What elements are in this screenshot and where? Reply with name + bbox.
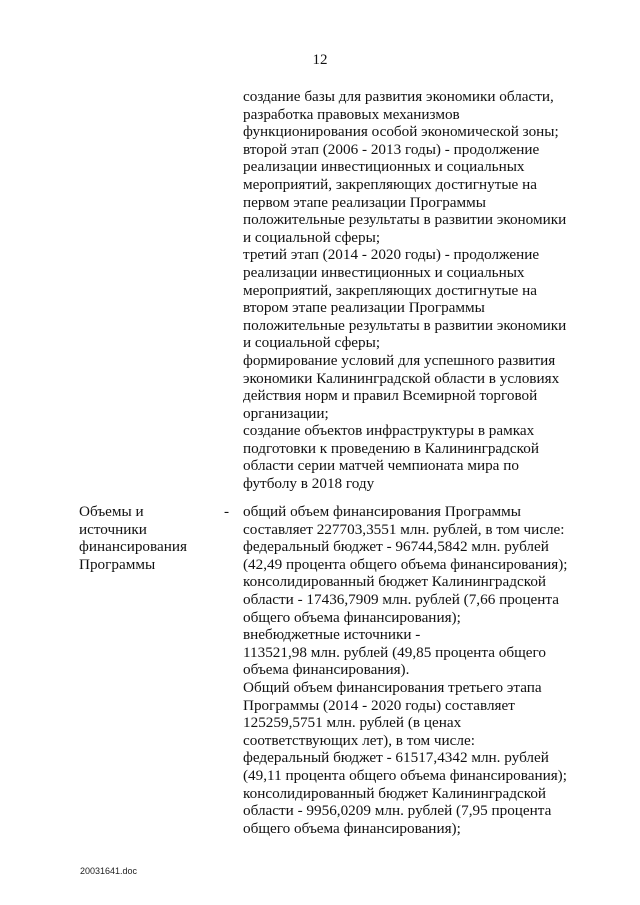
goals-line: реализации инвестиционных и социальных (243, 158, 525, 176)
financing-line: области - 17436,7909 млн. рублей (7,66 процента (243, 590, 559, 608)
financing-line: соответствующих лет), в том числе: (243, 731, 475, 749)
goals-line: второй этап (2006 - 2013 годы) - продолжение (243, 140, 540, 158)
goals-line: и социальной сферы; (243, 228, 381, 246)
financing-line: консолидированный бюджет Калининградской (243, 573, 547, 591)
page-number: 12 (312, 52, 328, 68)
financing-line: общего объема финансирования); (243, 819, 461, 837)
financing-line: Общий объем финансирования третьего этапа (243, 678, 542, 696)
goals-line: третий этап (2014 - 2020 годы) - продолжение (243, 246, 540, 264)
financing-line: федеральный бюджет - 61517,4342 млн. рублей (243, 749, 549, 767)
goals-line: футболу в 2018 году (243, 475, 375, 493)
financing-label-line: финансирования (79, 538, 187, 556)
goals-line: разработка правовых механизмов (243, 105, 460, 123)
financing-line: внебюджетные источники - (243, 626, 421, 644)
program-goals-text (243, 88, 588, 493)
goals-line: реализации инвестиционных и социальных (243, 263, 525, 281)
goals-line: организации; (243, 404, 329, 422)
goals-line: мероприятий, закрепляющих достигнутые на (243, 281, 537, 299)
financing-section-label (79, 503, 219, 573)
financing-label-line: источники (79, 520, 147, 538)
goals-line: первом этапе реализации Программы (243, 193, 486, 211)
financing-line: общего объема финансирования); (243, 608, 461, 626)
financing-label-line: Программы (79, 555, 156, 573)
financing-line: составляет 227703,3551 млн. рублей, в том числе: (243, 520, 565, 538)
goals-line: действия норм и правил Всемирной торговой (243, 387, 538, 405)
financing-details-text (243, 503, 588, 837)
financing-line: 125259,5751 млн. рублей (в ценах (243, 714, 462, 732)
financing-line: Программы (2014 - 2020 годы) составляет (243, 696, 515, 714)
goals-line: и социальной сферы; (243, 334, 381, 352)
financing-line: общий объем финансирования Программы (243, 503, 521, 520)
financing-line: (42,49 процента общего объема финансирования); (243, 555, 568, 573)
goals-line: втором этапе реализации Программы (243, 299, 485, 317)
goals-line: формирование условий для успешного развития (243, 351, 556, 369)
goals-line: создание базы для развития экономики области, (243, 88, 554, 105)
goals-line: положительные результаты в развитии экономики (243, 316, 567, 334)
financing-line: федеральный бюджет - 96744,5842 млн. рублей (243, 538, 549, 556)
goals-line: функционирования особой экономической зоны; (243, 123, 559, 141)
goals-line: подготовки к проведению в Калининградской (243, 439, 539, 457)
goals-line: положительные результаты в развитии экономики (243, 211, 567, 229)
financing-line: области - 9956,0209 млн. рублей (7,95 процента (243, 802, 552, 820)
goals-line: мероприятий, закрепляющих достигнутые на (243, 175, 537, 193)
goals-line: экономики Калининградской области в условиях (243, 369, 560, 387)
section-dash: - (224, 503, 230, 520)
financing-line: консолидированный бюджет Калининградской (243, 784, 547, 802)
financing-line: объема финансирования). (243, 661, 410, 679)
financing-label-line: Объемы и (79, 503, 144, 520)
financing-line: 113521,98 млн. рублей (49,85 процента общего (243, 643, 546, 661)
footer-filename: 20031641.doc (80, 866, 138, 876)
financing-line: (49,11 процента общего объема финансирования); (243, 766, 567, 784)
goals-line: создание объектов инфраструктуры в рамках (243, 422, 535, 440)
goals-line: области серии матчей чемпионата мира по (243, 457, 519, 475)
